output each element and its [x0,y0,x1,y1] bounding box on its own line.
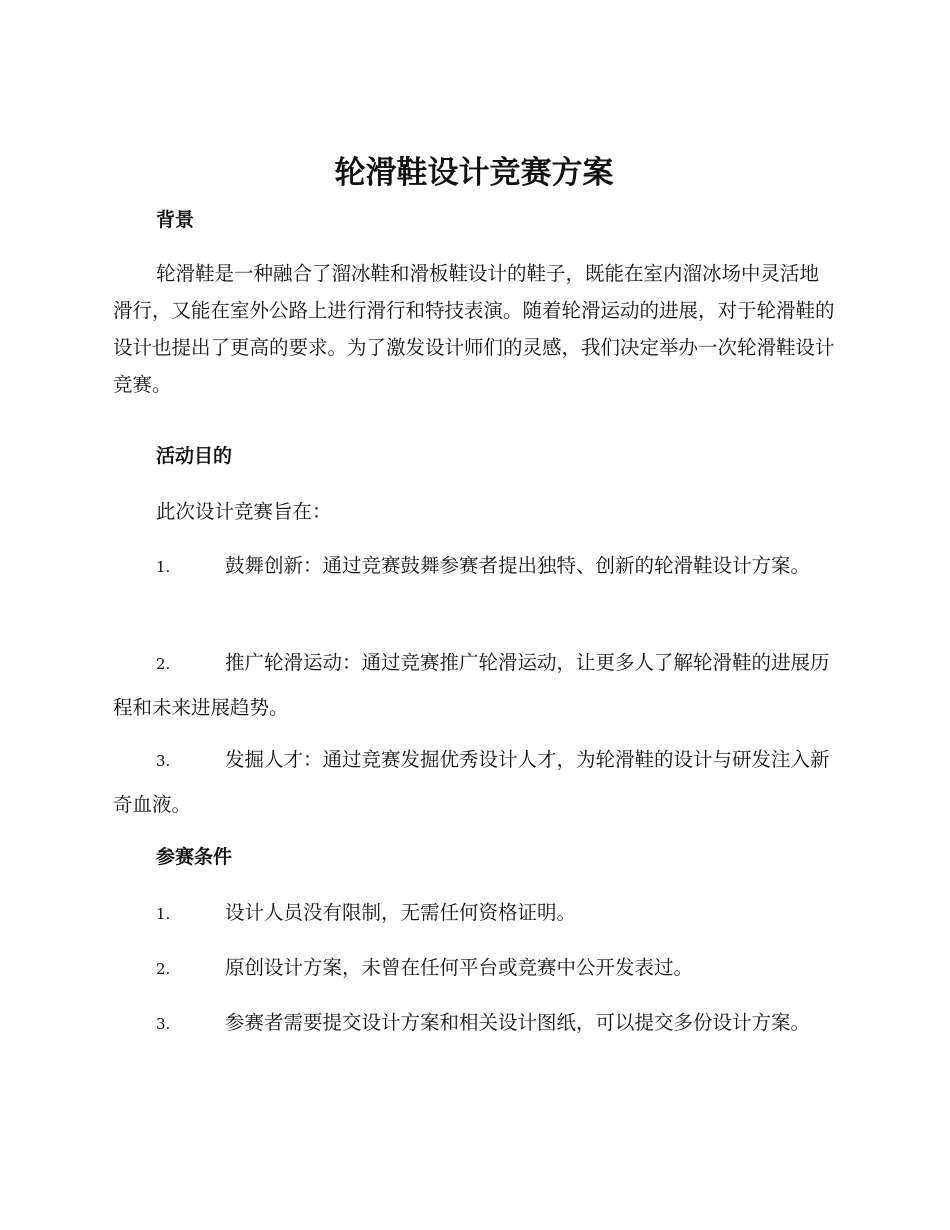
section-heading-purpose: 活动目的 [156,445,233,467]
purpose-list-item [113,544,835,589]
list-number: 3. [156,1015,171,1033]
document-title: 轮滑鞋设计竞赛方案 [334,155,614,191]
purpose-list-item [113,641,835,729]
document-page [113,0,835,1230]
list-number: 2. [156,960,171,978]
conditions-list-item [113,1001,835,1046]
list-item-text: 原创设计方案，未曾在任何平台或竞赛中公开发表过。 [225,956,694,979]
list-number: 1. [156,558,171,576]
list-item-text: 鼓舞创新：通过竞赛鼓舞参赛者提出独特、创新的轮滑鞋设计方案。 [225,554,811,577]
purpose-intro: 此次设计竞赛旨在： [156,500,332,523]
background-paragraph: 轮滑鞋是一种融合了溜冰鞋和滑板鞋设计的鞋子，既能在室内溜冰场中灵活地滑行，又能在室外公路上进行滑行和特技表演。随着轮滑运动的进展，对于轮滑鞋的设计也提出了更高的要求。为了激发设计师们的灵感，我们决定举办一次轮滑鞋设计竞赛。 [113,262,835,396]
list-item-text: 参赛者需要提交设计方案和相关设计图纸，可以提交多份设计方案。 [225,1011,811,1034]
list-number: 2. [156,655,171,673]
list-item-text: 推广轮滑运动：通过竞赛推广轮滑运动，让更多人了解轮滑鞋的进展历程和未来进展趋势。 [113,651,830,719]
section-heading-conditions: 参赛条件 [156,846,233,868]
conditions-list-item [113,946,835,991]
list-number: 1. [156,905,171,923]
purpose-list-item [113,738,835,826]
list-item-text: 发掘人才：通过竞赛发掘优秀设计人才，为轮滑鞋的设计与研发注入新奇血液。 [113,748,830,816]
list-number: 3. [156,752,171,770]
list-item-text: 设计人员没有限制，无需任何资格证明。 [225,901,577,924]
section-heading-background: 背景 [156,209,195,231]
conditions-list-item [113,891,835,936]
